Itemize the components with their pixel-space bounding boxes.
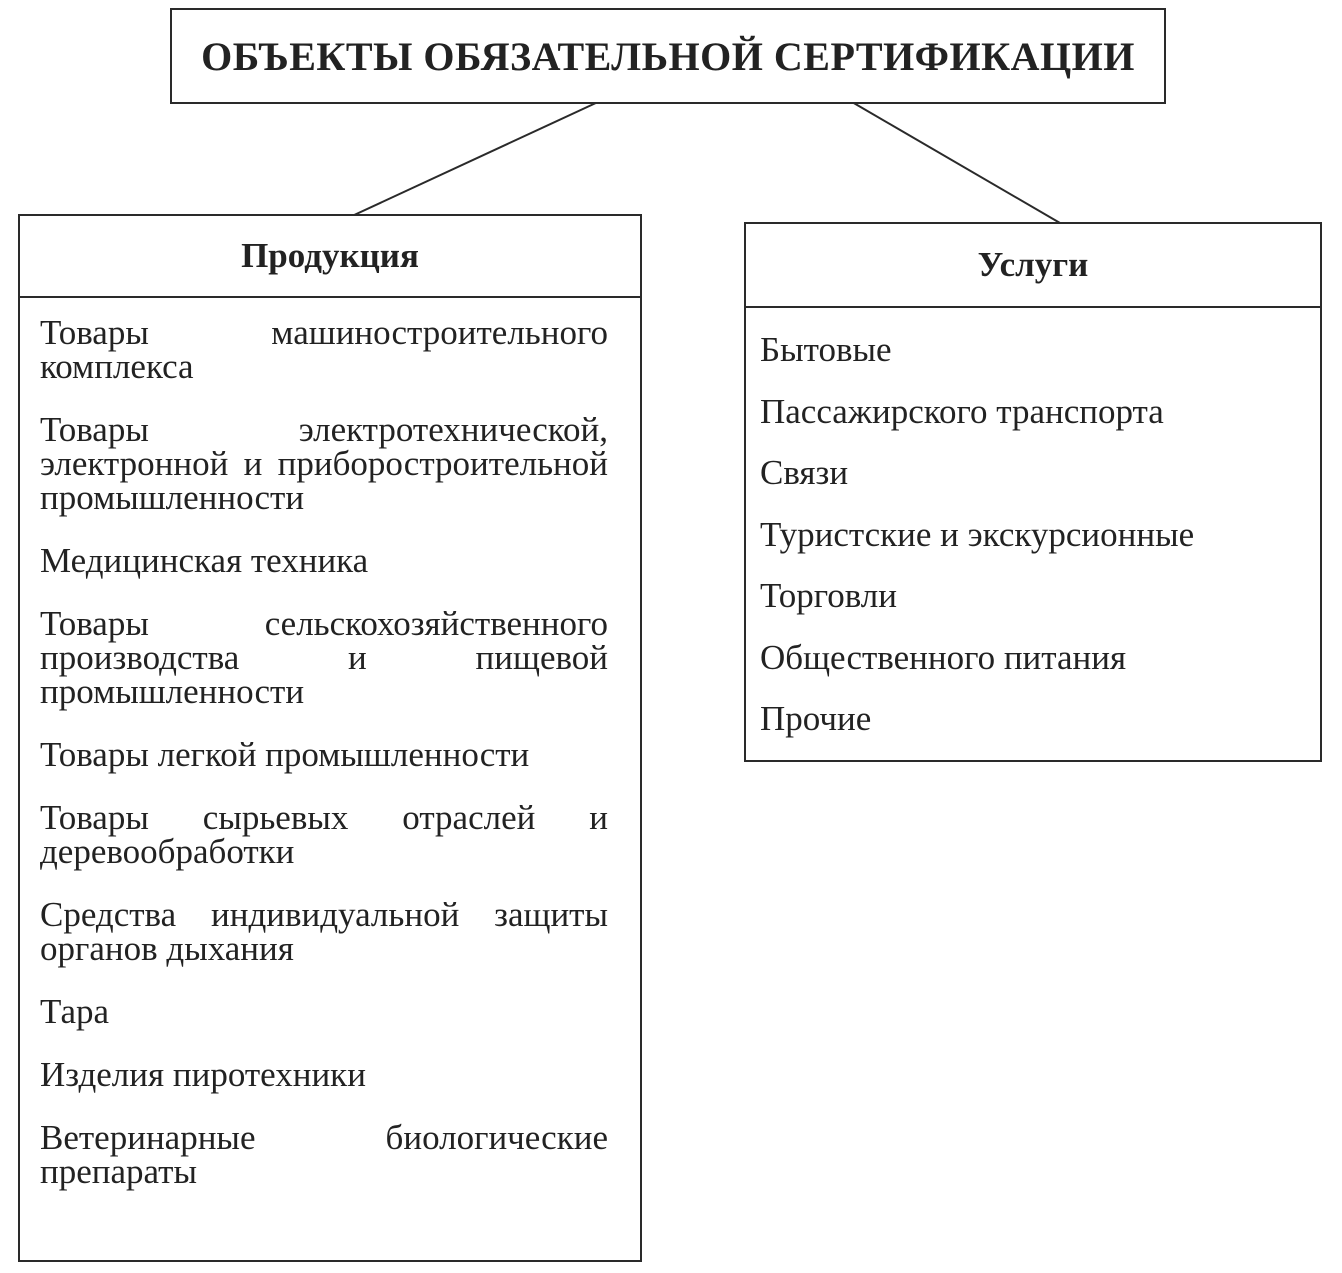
services-header: Услуги	[746, 224, 1320, 308]
services-item: Общественного питания	[760, 637, 1127, 677]
root-node	[170, 8, 1166, 104]
services-item: Туристские и экскурсионные	[760, 514, 1195, 554]
products-item: Товары сельскохозяйственного производства и пищевой промышленности	[40, 604, 608, 711]
connector-root-to-products	[352, 102, 598, 216]
services-list	[746, 308, 1320, 739]
products-item: Медицинская техника	[40, 541, 369, 580]
services-item: Связи	[760, 453, 849, 492]
services-node	[744, 222, 1322, 762]
products-item: Товары сырьевых отраслей и деревообработки	[40, 798, 608, 871]
products-item: Товары легкой промышленности	[40, 735, 530, 774]
products-item: Тара	[40, 992, 110, 1031]
root-title: ОБЪЕКТЫ ОБЯЗАТЕЛЬНОЙ СЕРТИФИКАЦИИ	[201, 33, 1135, 79]
services-item: Бытовые	[760, 330, 892, 369]
services-item: Торговли	[760, 576, 897, 615]
connector-root-to-services	[852, 102, 1060, 223]
services-item: Прочие	[760, 699, 872, 738]
products-header: Продукция	[20, 216, 640, 298]
products-item: Товары электротехнической, электронной и приборостроительной промышленности	[40, 410, 608, 517]
products-list	[20, 298, 640, 1189]
services-item: Пассажирского транспорта	[760, 391, 1164, 431]
products-item: Изделия пиротехники	[40, 1055, 366, 1094]
products-node	[18, 214, 642, 1262]
products-item: Товары машиностроительного комплекса	[40, 313, 608, 386]
products-item: Ветеринарные биологические препараты	[40, 1118, 608, 1191]
products-item: Средства индивидуальной защиты органов дыхания	[40, 895, 608, 968]
